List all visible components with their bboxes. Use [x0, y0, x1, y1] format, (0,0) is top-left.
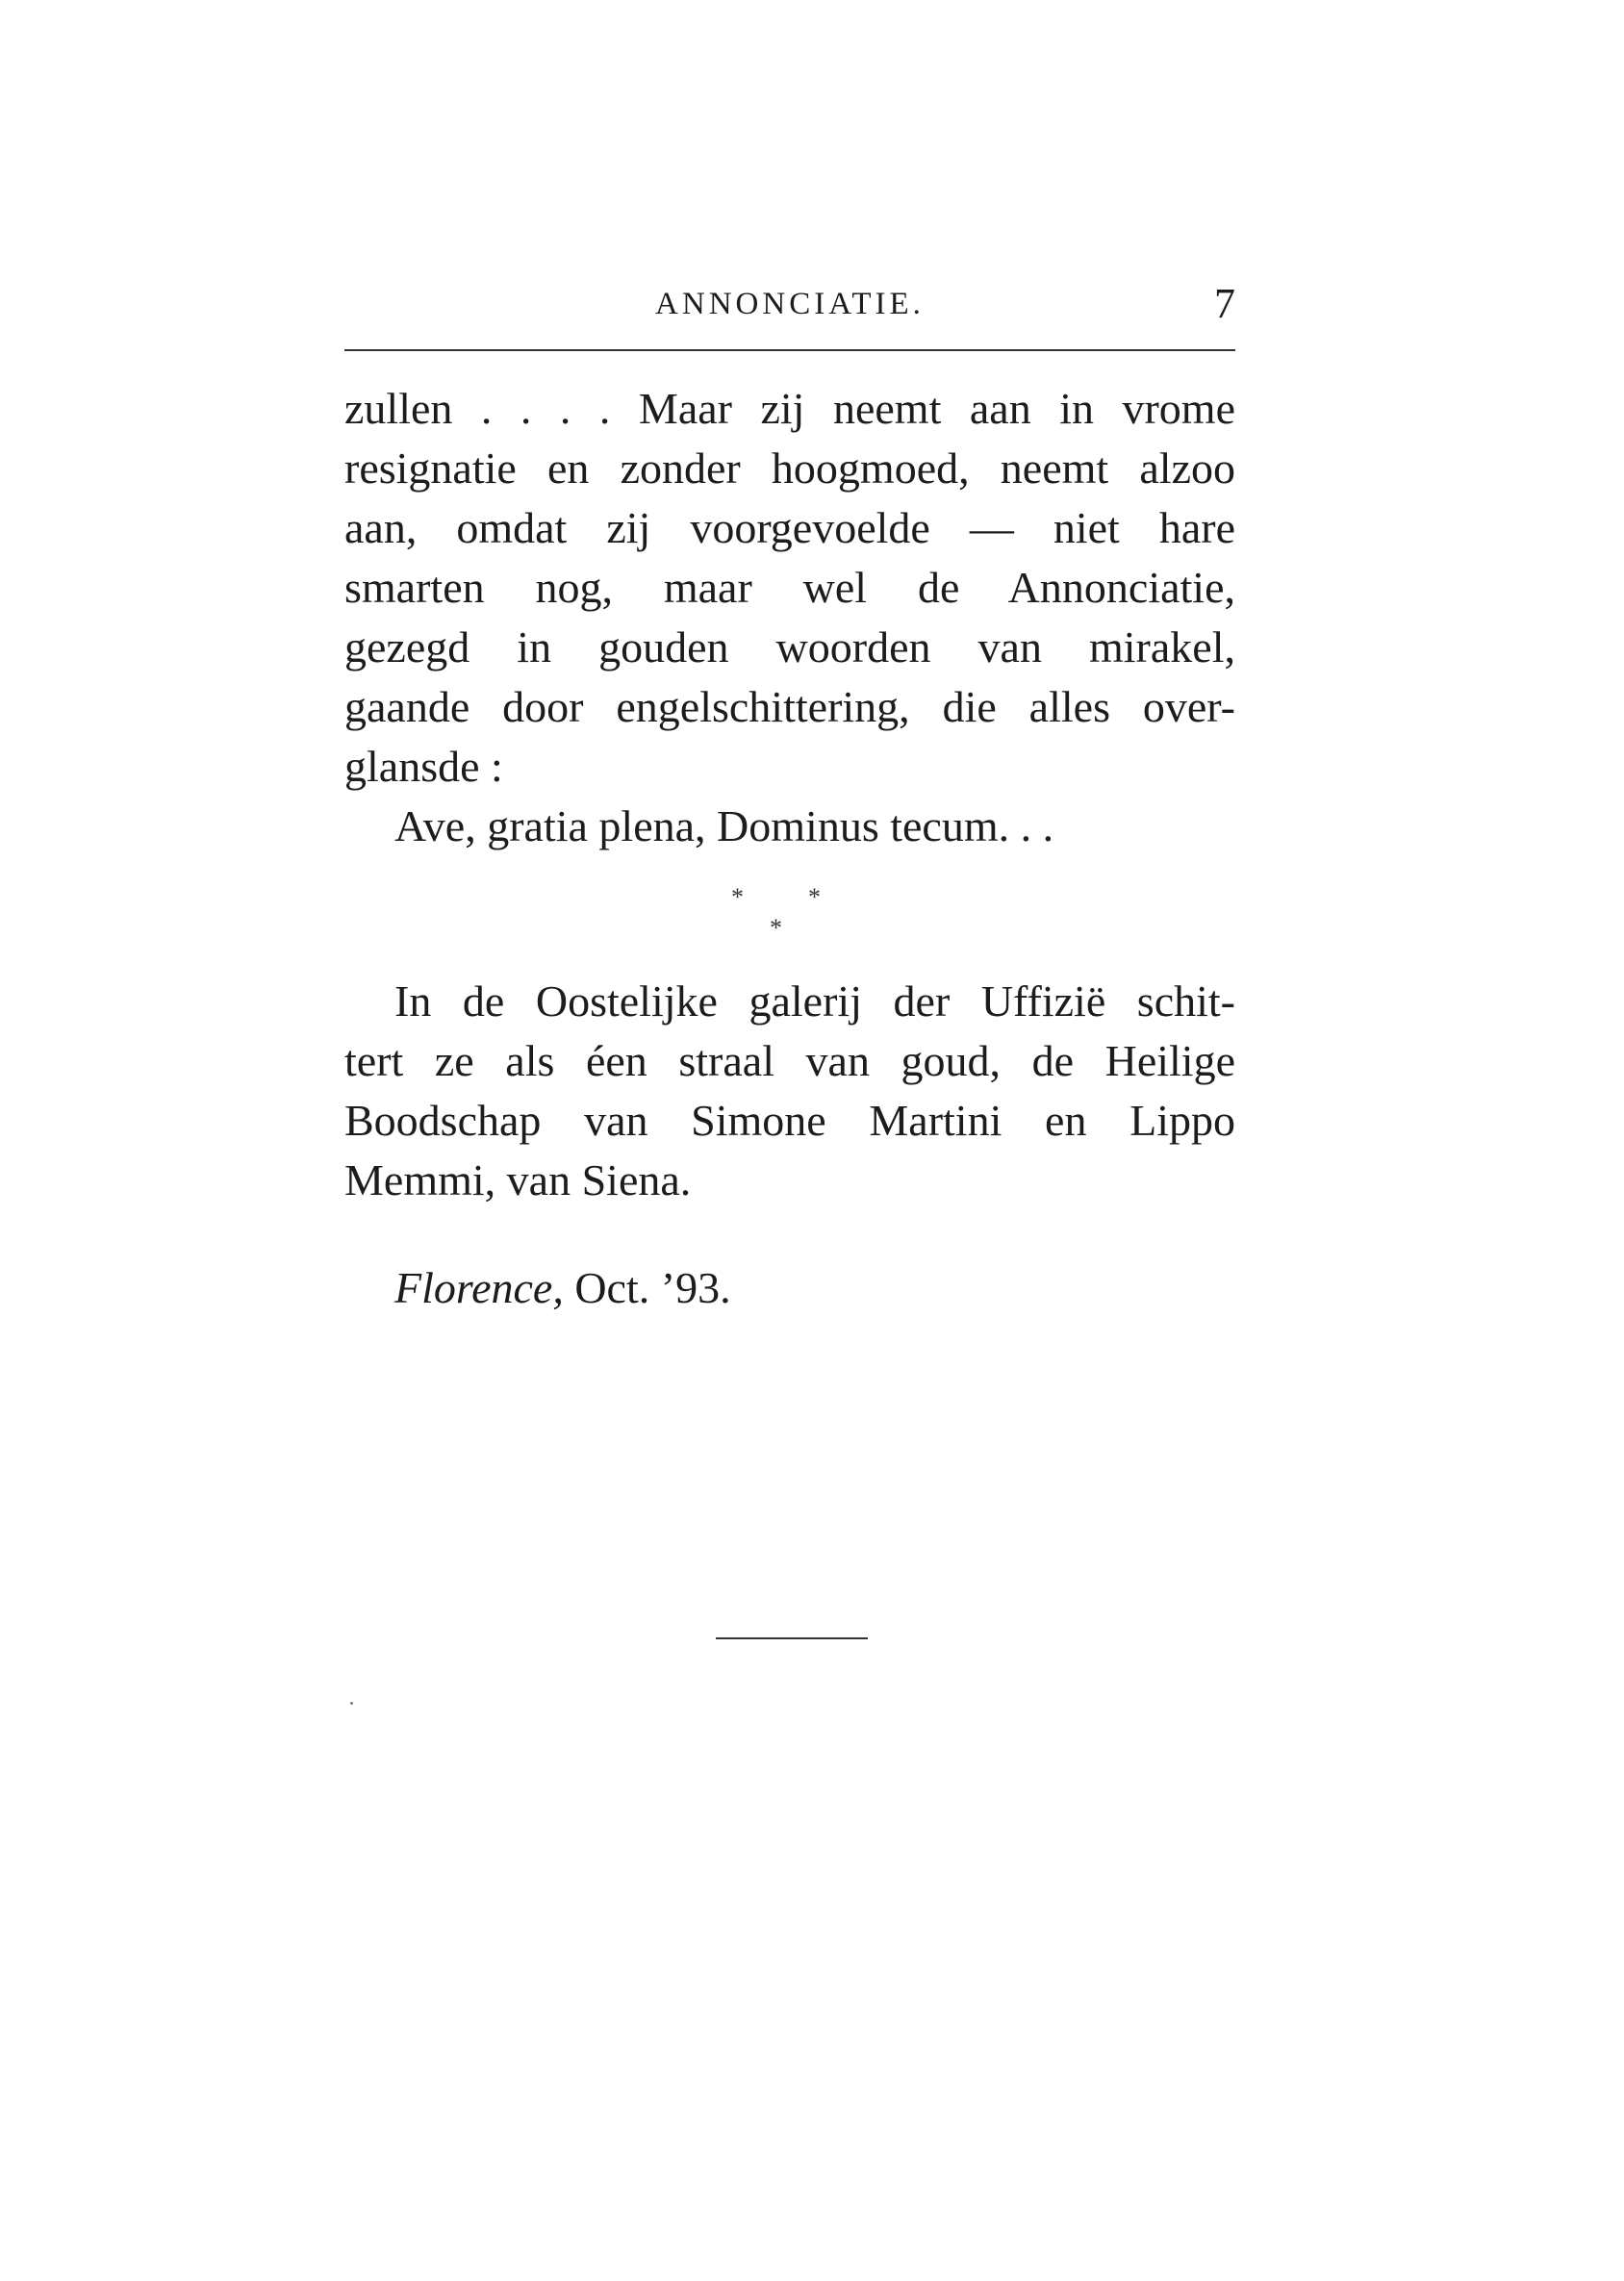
text-line: Boodschap van Simone Martini en Lippo: [344, 1096, 1235, 1145]
end-rule: [716, 1637, 868, 1639]
header-rule: [344, 349, 1235, 351]
asterism-star: *: [731, 883, 744, 911]
dateline: [394, 1258, 731, 1318]
text-line: In de Oostelijke galerij der Uffizië schit-: [394, 976, 1235, 1026]
running-title: ANNONCIATIE.: [655, 287, 925, 321]
text-line: gezegd in gouden woorden van mirakel,: [344, 622, 1235, 672]
running-head: [344, 279, 1235, 337]
text-line: smarten nog, maar wel de Annonciatie,: [344, 563, 1235, 612]
paragraph-1: [344, 379, 1235, 856]
quotation: Ave, gratia plena, Dominus tecum. . .: [394, 801, 1054, 850]
text-line: tert ze als éen straal van goud, de Heilige: [344, 1036, 1235, 1085]
dateline-date: Oct. ’93.: [574, 1263, 731, 1312]
text-line: zullen . . . . Maar zij neemt aan in vrome: [344, 384, 1235, 433]
text-line: Memmi, van Siena.: [344, 1155, 692, 1204]
text-line: glansde :: [344, 742, 503, 791]
dateline-place: Florence,: [394, 1263, 564, 1312]
asterism: [712, 883, 847, 950]
text-line: gaande door engelschittering, die alles over-: [344, 682, 1235, 731]
asterism-star: *: [808, 883, 821, 911]
paragraph-2: [344, 972, 1235, 1210]
page-number: 7: [1214, 280, 1235, 327]
text-line: resignatie en zonder hoogmoed, neemt alzoo: [344, 444, 1235, 493]
text-line: aan, omdat zij voorgevoelde — niet hare: [344, 503, 1235, 552]
margin-speck: [350, 1702, 353, 1705]
asterism-star: *: [770, 914, 782, 942]
